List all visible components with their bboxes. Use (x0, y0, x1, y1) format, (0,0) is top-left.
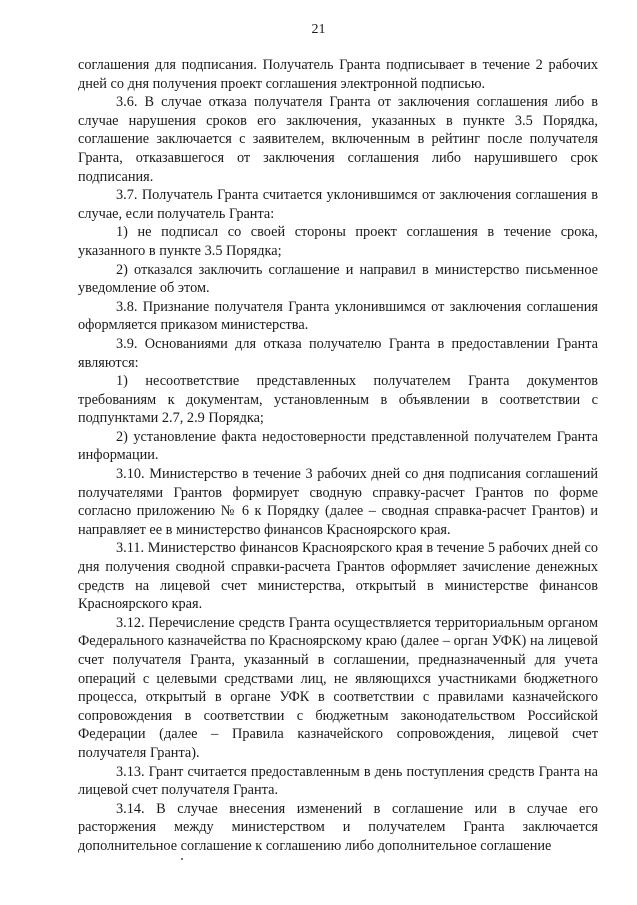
paragraph-3-10: 3.10. Министерство в течение 3 рабочих дней со дня подписания соглашений получателями Грантов формирует сводную справку-расчет Грантов по форме согласно приложению № 6 к Порядку (далее – сводная справка-расчет Грантов) и направляет ее в министерство финансов Красноярского края. (78, 466, 598, 538)
paragraph-3-7-item-2: 2) отказался заключить соглашение и направил в министерство письменное уведомление об этом. (78, 261, 598, 297)
paragraph-3-7-item-1: 1) не подписал со своей стороны проект соглашения в течение срока, указанного в пункте 3.5 Порядка; (78, 224, 598, 259)
paragraph-3-8: 3.8. Признание получателя Гранта уклонившимся от заключения соглашения оформляется приказом министерства. (78, 298, 598, 334)
paragraph-3-12: 3.12. Перечисление средств Гранта осуществляется территориальным органом Федерального казначейства по Красноярскому краю (далее – орган УФК) на лицевой счет получателя Гранта, указанный в соглашении, предназначенный для учета операций с целевыми средствами лиц, не являющихся участниками бюджетного процесса, открытый в органе УФК в соответствии с правилами казначейского сопровождения в соответствии с бюджетным законодательством Российской Федерации (далее – Правила казначейского сопровождения, лицевой счет получателя Гранта). (78, 614, 598, 761)
paragraph-continuation: соглашения для подписания. Получатель Гранта подписывает в течение 2 рабочих дней со дня получения проект соглашения электронной подписью. (78, 57, 598, 92)
paragraph-3-9: 3.9. Основаниями для отказа получателю Гранта в предоставлении Гранта являются: (78, 335, 598, 371)
paragraph-3-9-item-1: 1) несоответствие представленных получателем Гранта документов требованиям к документам, установленным в объявлении в соответствии с подпунктами 2.7, 2.9 Порядка; (78, 373, 598, 427)
paragraph-3-7: 3.7. Получатель Гранта считается уклонившимся от заключения соглашения в случае, если получатель Гранта: (78, 187, 598, 222)
paragraph-3-11: 3.11. Министерство финансов Красноярского края в течение 5 рабочих дней со дня получения сводной справки-расчета Грантов оформляет зачисление денежных средств на лицевой счет министерства, открытый в министерстве финансов Красноярского края. (78, 540, 598, 613)
paragraph-3-14: 3.14. В случае внесения изменений в соглашение или в случае его расторжения между министерством и получателем Гранта заключается дополнительное соглашение к соглашению либо дополнительное соглашение (78, 800, 598, 854)
document-body (78, 56, 598, 856)
page-number: 21 (311, 22, 326, 37)
paragraph-3-9-item-2: 2) установление факта недостоверности представленной получателем Гранта информации. (78, 428, 598, 464)
paragraph-3-13: 3.13. Грант считается предоставленным в день поступления средств Гранта на лицевой счет получателя Гранта. (78, 763, 598, 799)
paragraph-3-6: 3.6. В случае отказа получателя Гранта от заключения соглашения либо в случае нарушения сроков его заключения, указанных в пункте 3.5 Порядка, соглашение заключается с заявителем, включенным в рейтинг после получателя Гранта, отказавшегося от заключения соглашения либо нарушившего срок подписания. (78, 94, 598, 185)
scan-artifact-dot (181, 858, 183, 860)
